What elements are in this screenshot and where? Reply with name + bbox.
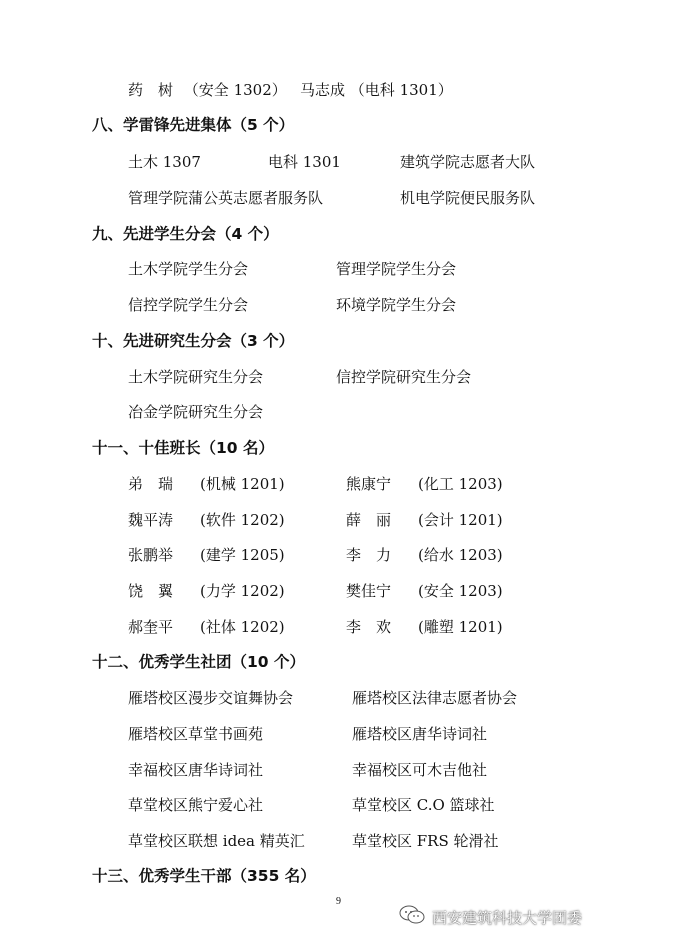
class-name: (力学 1202) xyxy=(200,582,285,600)
class-name: (社体 1202) xyxy=(200,618,285,636)
section-heading: 九、先进学生分会（4 个） xyxy=(92,225,279,243)
list-item: 信控学院研究生分会 xyxy=(336,368,472,386)
page-number: 9 xyxy=(336,896,341,907)
list-item: 雁塔校区漫步交谊舞协会 xyxy=(128,689,294,707)
student-name: 饶 翼 xyxy=(128,582,174,600)
list-item: 草堂校区 C.O 篮球社 xyxy=(352,796,495,814)
class-name: (安全 1203) xyxy=(418,582,503,600)
list-item: 雁塔校区法律志愿者协会 xyxy=(352,689,518,707)
wechat-icon xyxy=(398,904,426,930)
student-name: 药 树 xyxy=(128,81,174,99)
class-name: (会计 1201) xyxy=(418,511,503,529)
list-item: 土木学院研究生分会 xyxy=(128,368,264,386)
class-name: (化工 1203) xyxy=(418,475,503,493)
class-name: (软件 1202) xyxy=(200,511,285,529)
student-name: 薛 丽 xyxy=(346,511,392,529)
list-item: 冶金学院研究生分会 xyxy=(128,403,264,421)
award-row xyxy=(300,80,453,100)
award-row xyxy=(128,80,287,100)
student-name: 李 欢 xyxy=(346,618,392,636)
list-item: 雁塔校区唐华诗词社 xyxy=(352,725,488,743)
list-item: 幸福校区可木吉他社 xyxy=(352,761,488,779)
student-name: 熊康宁 xyxy=(346,475,392,493)
student-name: 弟 瑞 xyxy=(128,475,174,493)
section-heading: 十一、十佳班长（10 名） xyxy=(92,439,274,457)
section-heading: 十三、优秀学生干部（355 名） xyxy=(92,867,316,885)
list-item: 机电学院便民服务队 xyxy=(400,189,536,207)
list-item: 信控学院学生分会 xyxy=(128,296,249,314)
list-item: 管理学院学生分会 xyxy=(336,260,457,278)
class-name: (雕塑 1201) xyxy=(418,618,503,636)
student-name: 樊佳宁 xyxy=(346,582,392,600)
class-name: （安全 1302） xyxy=(183,81,287,99)
student-name: 张鹏举 xyxy=(128,546,174,564)
list-item: 草堂校区 FRS 轮滑社 xyxy=(352,832,499,850)
list-item: 草堂校区联想 idea 精英汇 xyxy=(128,832,305,850)
watermark-text: 西安建筑科技大学团委 xyxy=(432,908,583,927)
class-name: （电科 1301） xyxy=(349,81,453,99)
class-name: (机械 1201) xyxy=(200,475,285,493)
class-name: (给水 1203) xyxy=(418,546,503,564)
list-item: 建筑学院志愿者大队 xyxy=(400,153,536,171)
student-name: 李 力 xyxy=(346,546,392,564)
list-item: 电科 1301 xyxy=(268,153,341,171)
student-name: 郝奎平 xyxy=(128,618,174,636)
list-item: 幸福校区唐华诗词社 xyxy=(128,761,264,779)
watermark xyxy=(398,905,582,929)
section-heading: 十二、优秀学生社团（10 个） xyxy=(92,653,305,671)
list-item: 草堂校区熊宁爱心社 xyxy=(128,796,264,814)
list-item: 雁塔校区草堂书画苑 xyxy=(128,725,264,743)
class-name: (建学 1205) xyxy=(200,546,285,564)
student-name: 马志成 xyxy=(300,81,346,99)
list-item: 土木 1307 xyxy=(128,153,201,171)
section-heading: 十、先进研究生分会（3 个） xyxy=(92,332,295,350)
section-heading: 八、学雷锋先进集体（5 个） xyxy=(92,116,295,134)
list-item: 管理学院蒲公英志愿者服务队 xyxy=(128,189,324,207)
student-name: 魏平涛 xyxy=(128,511,174,529)
list-item: 环境学院学生分会 xyxy=(336,296,457,314)
list-item: 土木学院学生分会 xyxy=(128,260,249,278)
